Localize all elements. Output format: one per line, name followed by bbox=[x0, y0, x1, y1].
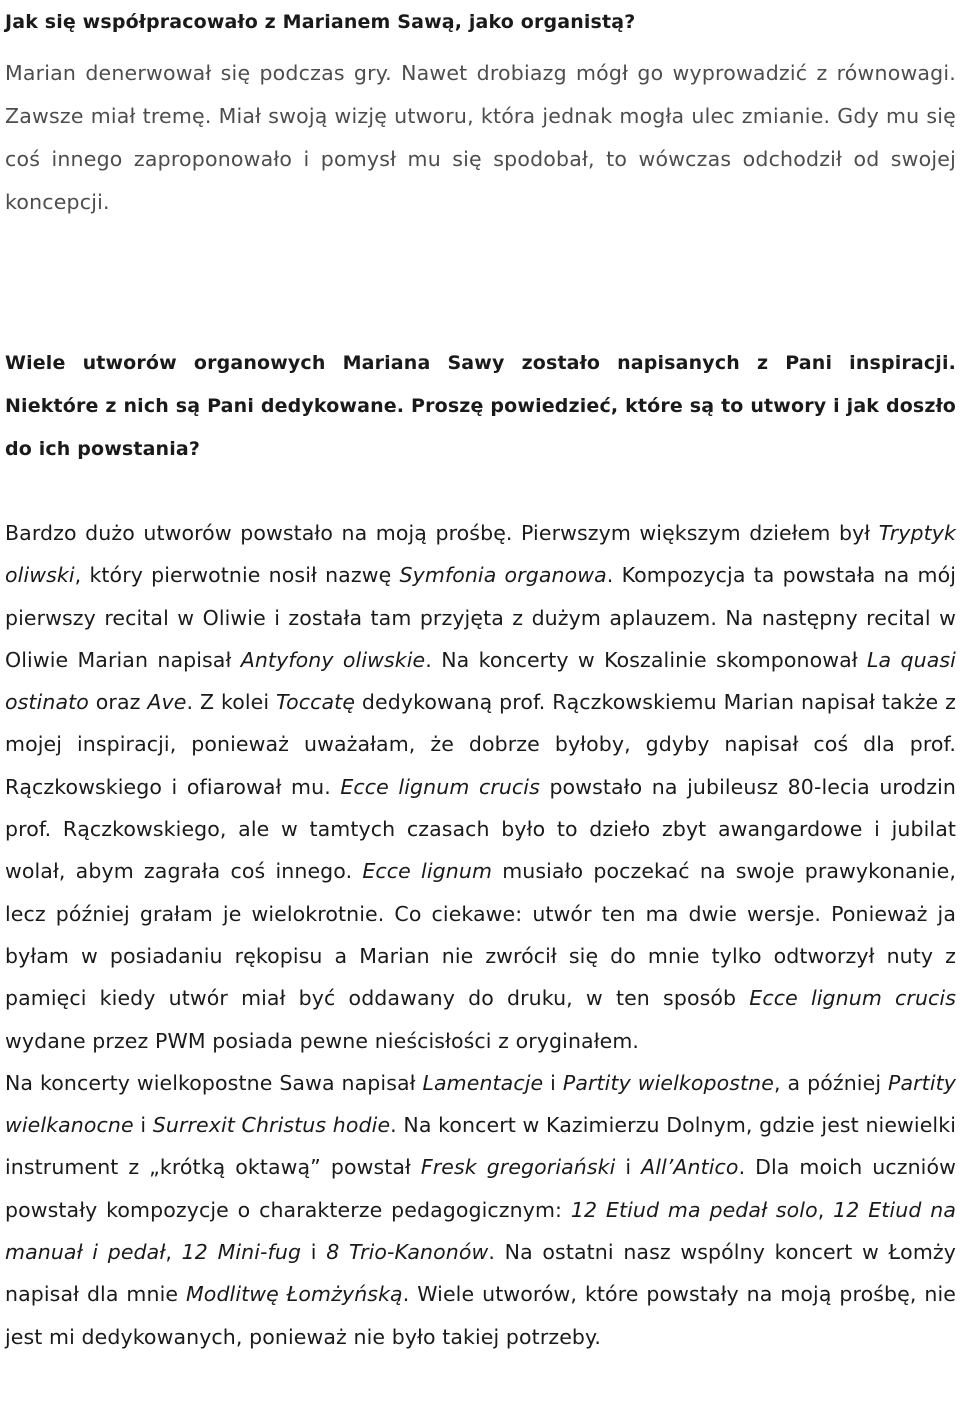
answer-text: , bbox=[817, 1197, 834, 1222]
work-title: 12 Etiud na manuał i pedał bbox=[5, 1197, 956, 1265]
interview-question-1: Jak się współpracowało z Marianem Sawą, jako organistą? bbox=[5, 11, 636, 33]
work-title: Ecce lignum crucis bbox=[340, 774, 540, 799]
answer-text: wydane przez PWM posiada pewne nieścisłości z oryginałem. bbox=[5, 1028, 640, 1053]
interview-answer-1: Marian denerwował się podczas gry. Nawet drobiazg mógł go wyprowadzić z równowagi. Zawsze miał tremę. Miał swoją wizję utworu, która jednak mogła ulec zmianie. Gdy mu się coś innego zaproponowało i pomysł mu się spodobał, to wówczas odchodził od swojej koncepcji. bbox=[5, 61, 956, 214]
answer-text: musiało poczekać na swoje prawykonanie, lecz później grałam je wielokrotnie. Co ciekawe: utwór ten ma dwie wersje. Ponieważ ja byłam w posiadaniu rękopisu a Marian nie zwrócił się do mnie tylko odtworzył nuty z pamięci kiedy utwór miał być oddawany do druku, w ten sposób bbox=[5, 859, 957, 1011]
answer-text: oraz bbox=[88, 690, 148, 715]
answer-text: , a później bbox=[774, 1070, 889, 1095]
answer-text: . Na koncert w Kazimierzu Dolnym, gdzie jest niewielki instrument z „krótką oktawą” powstał bbox=[5, 1113, 956, 1180]
work-title: Ecce lignum bbox=[362, 859, 493, 884]
work-title: Symfonia organowa bbox=[399, 563, 607, 588]
interview-answer-3 bbox=[5, 1062, 956, 1358]
work-title: Surrexit Christus hodie bbox=[152, 1113, 391, 1138]
work-title: Modlitwę Łomżyńską bbox=[186, 1282, 403, 1307]
work-title: Partity wielkanocne bbox=[5, 1070, 956, 1138]
work-title: Partity wielkopostne bbox=[562, 1070, 774, 1095]
work-title: 8 Trio-Kanonów bbox=[326, 1240, 489, 1265]
answer-text: . Dla moich uczniów powstały kompozycje o charakterze pedagogicznym: bbox=[5, 1155, 956, 1222]
answer-text: i bbox=[133, 1113, 153, 1138]
answer-text: i bbox=[301, 1240, 327, 1265]
answer-text: powstało na jubileusz 80-lecia urodzin prof. Rączkowskiego, ale w tamtych czasach było to dzieło zbyt awangardowe i jubilat wolał, abym zagrała coś innego. bbox=[5, 774, 957, 884]
answer-text: i bbox=[615, 1155, 642, 1180]
work-title: Lamentacje bbox=[422, 1070, 544, 1095]
answer-text: . Na koncerty w Koszalinie skomponował bbox=[425, 647, 868, 672]
answer-text: Na koncerty wielkopostne Sawa napisał bbox=[5, 1070, 423, 1095]
work-title: Fresk gregoriański bbox=[420, 1155, 616, 1180]
work-title: All’Antico bbox=[641, 1155, 739, 1180]
answer-text: , bbox=[165, 1240, 182, 1265]
work-title: Ecce lignum crucis bbox=[749, 986, 956, 1011]
interview-answer-2 bbox=[5, 512, 956, 1062]
interview-question-2: Wiele utworów organowych Mariana Sawy zostało napisanych z Pani inspiracji. Niektóre z nich są Pani dedykowane. Proszę powiedzieć, które są to utwory i jak doszło do ich powstania? bbox=[5, 352, 956, 460]
answer-text: . Kompozycja ta powstała na mój pierwszy recital w Oliwie i została tam przyjęta z dużym aplauzem. Na następny recital w Oliwie Marian napisał bbox=[5, 563, 957, 672]
answer-text: Bardzo dużo utworów powstało na moją prośbę. Pierwszym większym dziełem był bbox=[5, 521, 879, 545]
answer-text: , który pierwotnie nosił nazwę bbox=[74, 563, 400, 588]
work-title: La quasi ostinato bbox=[5, 647, 956, 715]
work-title: Ave bbox=[147, 690, 187, 715]
answer-text: i bbox=[543, 1070, 563, 1095]
answer-text: dedykowaną prof. Rączkowskiemu Marian napisał także z mojej inspiracji, ponieważ uważałam, że dobrze byłoby, gdyby napisał coś dla prof. Rączkowskiego i ofiarował mu. bbox=[5, 690, 956, 799]
answer-text: . Na ostatni nasz wspólny koncert w Łomży napisał dla mnie bbox=[5, 1240, 956, 1307]
answer-text: . Wiele utworów, które powstały na moją prośbę, nie jest mi dedykowanych, ponieważ nie było takiej potrzeby. bbox=[5, 1282, 956, 1349]
answer-text: . Z kolei bbox=[186, 690, 277, 715]
work-title: Tryptyk oliwski bbox=[5, 521, 956, 588]
work-title: 12 Mini-fug bbox=[181, 1240, 302, 1265]
work-title: Toccatę bbox=[276, 690, 356, 715]
work-title: 12 Etiud ma pedał solo bbox=[570, 1197, 818, 1222]
work-title: Antyfony oliwskie bbox=[240, 647, 426, 672]
